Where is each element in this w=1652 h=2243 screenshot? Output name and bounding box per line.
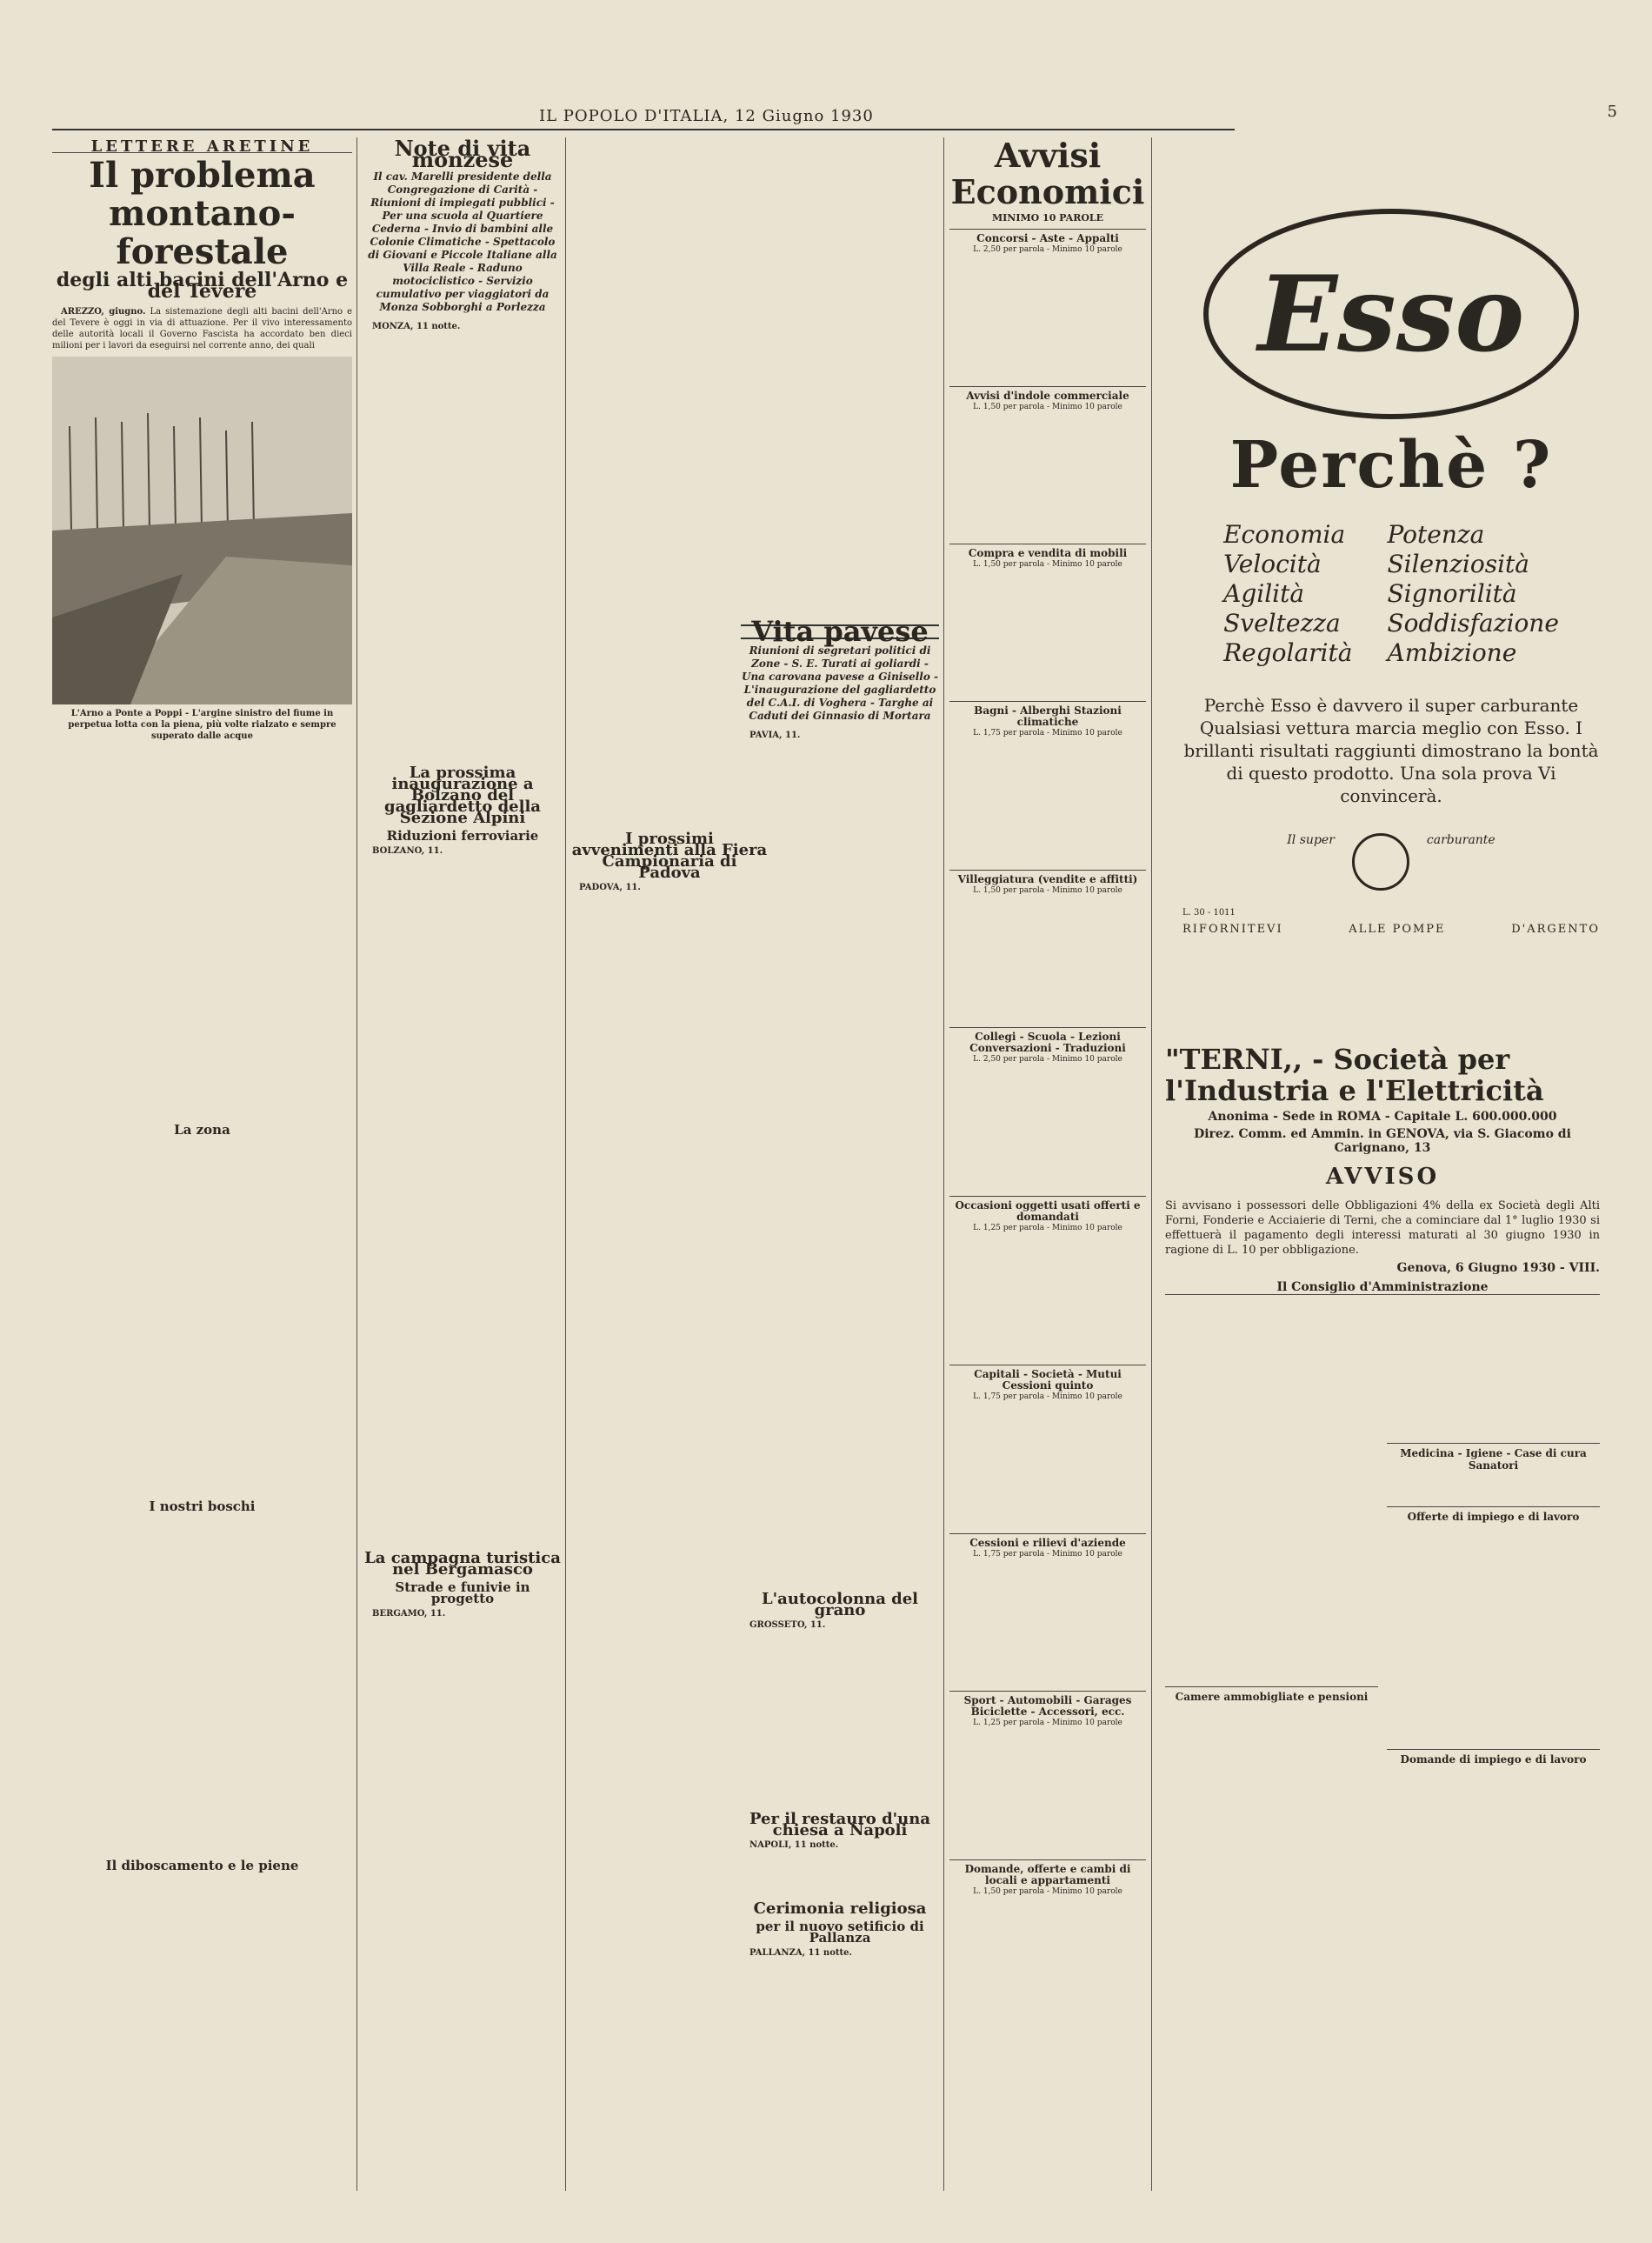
quality: Economia: [1223, 520, 1346, 549]
terni-title: "TERNI,, - Società per l'Industria e l'Elettricità: [1165, 1043, 1544, 1107]
page-number: 5: [1607, 103, 1617, 121]
landscape-illustration: [52, 357, 352, 704]
category-heading: Medicina - Igiene - Case di cura Sanatori: [1387, 1443, 1600, 1472]
quality: Potenza: [1387, 520, 1485, 549]
category-heading: Concorsi - Aste - Appalti: [949, 229, 1146, 244]
section-heading-diboscamento: Il diboscamento e le piene: [105, 1858, 299, 1873]
footer-left: RIFORNITEVI: [1182, 923, 1283, 936]
column-classifieds: [949, 137, 1146, 2191]
qualities-left: [1223, 520, 1352, 668]
dateline-bolzano: BOLZANO, 11.: [372, 846, 443, 856]
article-intro: La sistemazione degli alti bacini dell'Arno e del Tevere è oggi in via di attuazione. Per il vivo interessamento delle autorità locali il Governo Fascista ha accordato ben dieci milioni per i lavori da eseguirsi nel corrente anno, dei quali: [52, 307, 352, 350]
terni-date: Genova, 6 Giugno 1930 - VIII.: [1396, 1261, 1600, 1275]
category-heading: Sport - Automobili - Garages Biciclette - Accessori, ecc.: [949, 1691, 1146, 1718]
headline-pallanza: Cerimonia religiosa: [753, 1899, 927, 1918]
subhead-pallanza: per il nuovo setificio di Pallanza: [756, 1919, 924, 1946]
quality: Ambizione: [1387, 638, 1517, 667]
quality: Soddisfazione: [1387, 609, 1559, 638]
column-divider: [356, 137, 357, 2191]
main-headline: Il problema montano-forestale: [89, 155, 316, 272]
headline-grosseto: L'autocolonna del grano: [761, 1590, 919, 1619]
esso-logo: Esso: [1203, 209, 1579, 419]
column-lettere-aretine: [52, 137, 352, 2191]
category-rate: L. 1,50 per parola - Minimo 10 parole: [973, 560, 1122, 569]
esso-advertisement: [1182, 174, 1600, 1035]
subhead-bergamo: Strade e funivie in progetto: [395, 1579, 530, 1606]
terni-text: Si avvisano i possessori delle Obbligazioni 4% della ex Società degli Alti Forni, Fonderie e Acciaierie di Terni, che a cominciare dal 1° luglio 1930 si effettuerà il pagamento degli interessi maturati al 30 giugno 1930 in ragione di L. 10 per obbligazione.: [1165, 1199, 1600, 1257]
column-divider: [943, 137, 944, 2191]
headline-bolzano: La prossima inaugurazione a Bolzano del gagliardetto della Sezione Alpini: [384, 764, 541, 827]
dateline-padova: PADOVA, 11.: [579, 883, 641, 892]
classified-categories: [949, 229, 1146, 1898]
footer-right: D'ARGENTO: [1511, 923, 1600, 936]
headline-napoli: Per il restauro d'una chiesa a Napoli: [749, 1810, 931, 1839]
column-pavia: [741, 137, 939, 2191]
esso-body-text: Perchè Esso è davvero il super carburante Qualsiasi vettura marcia meglio con Esso. I brillanti risultati raggiunti dimostrano la bontà di questo prodotto. Una sola prova Vi convincerà.: [1183, 695, 1599, 806]
summary-monza: Il cav. Marelli presidente della Congregazione di Carità - Riunioni di impiegati pubblici - Per una scuola al Quartiere Cederna - Invio di bambini alle Colonie Climatiche - Spettacolo di Giovani e Piccole Italiane alla Villa Reale - Raduno motociclistico - Servizio cumulativo per viaggiatori da Monza Sobborghi a Porlezza: [368, 170, 557, 313]
category-rate: L. 1,75 per parola - Minimo 10 parole: [973, 1550, 1122, 1559]
terni-capital: Anonima - Sede in ROMA - Capitale L. 600.000.000: [1208, 1110, 1557, 1124]
category-heading: Domande, offerte e cambi di locali e appartamenti: [949, 1859, 1146, 1886]
column-local-news: [363, 137, 562, 2191]
category-heading: Occasioni oggetti usati offerti e domandati: [949, 1196, 1146, 1223]
category-heading: Compra e vendita di mobili: [949, 544, 1146, 559]
section-kicker: LETTERE ARETINE: [52, 141, 352, 153]
category-rate: L. 1,50 per parola - Minimo 10 parole: [973, 403, 1122, 411]
category-heading: Offerte di impiego e di lavoro: [1387, 1506, 1600, 1523]
classifieds-left: [1165, 1304, 1378, 1766]
terni-classifieds: [1165, 1304, 1600, 1766]
quality: Velocità: [1223, 550, 1322, 578]
category-rate: L. 1,75 per parola - Minimo 10 parole: [973, 729, 1122, 738]
category-heading: Camere ammobigliate e pensioni: [1165, 1686, 1378, 1703]
terni-signature: Il Consiglio d'Amministrazione: [1165, 1280, 1600, 1295]
category-heading: Avvisi d'indole commerciale: [949, 386, 1146, 402]
classifieds-minimum: MINIMO 10 PAROLE: [991, 212, 1104, 224]
quality: Agilità: [1223, 579, 1305, 608]
quality: Silenziosità: [1387, 550, 1529, 578]
dateline-bergamo: BERGAMO, 11.: [372, 1609, 446, 1619]
quality: Signorilità: [1387, 579, 1517, 608]
dateline-pavia: PAVIA, 11.: [749, 731, 801, 740]
classifieds-right: [1387, 1304, 1600, 1766]
esso-footer: [1182, 923, 1600, 936]
category-heading: Domande di impiego e di lavoro: [1387, 1749, 1600, 1766]
category-rate: L. 1,25 per parola - Minimo 10 parole: [973, 1224, 1122, 1232]
esso-slogan: Perchè ?: [1229, 428, 1553, 503]
headline-monza: Note di vita monzese: [394, 137, 531, 172]
category-heading: Villeggiatura (vendite e affitti): [949, 870, 1146, 885]
headline-bergamo: La campagna turistica nel Bergamasco: [364, 1549, 561, 1579]
headline-padova-fiera: I prossimi avvenimenti alla Fiera Campionaria di Padova: [571, 830, 768, 882]
category-rate: L. 1,75 per parola - Minimo 10 parole: [973, 1392, 1122, 1401]
esso-code: L. 30 - 1011: [1182, 908, 1236, 918]
badge-text-left: Il super: [1287, 833, 1335, 847]
badge-text-right: carburante: [1426, 833, 1495, 847]
dateline-grosseto: GROSSETO, 11.: [749, 1620, 826, 1630]
footer-middle: ALLE POMPE: [1349, 923, 1446, 936]
dateline-pallanza: PALLANZA, 11 notte.: [749, 1948, 852, 1958]
category-heading: Cessioni e rilievi d'aziende: [949, 1533, 1146, 1549]
category-heading: Collegi - Scuola - Lezioni Conversazioni - Traduzioni: [949, 1027, 1146, 1054]
dateline: AREZZO, giugno.: [61, 307, 146, 317]
section-heading-boschi: I nostri boschi: [149, 1499, 256, 1514]
pump-icon: [1352, 833, 1409, 891]
terni-address: Direz. Comm. ed Ammin. in GENOVA, via S. Giacomo di Carignano, 13: [1194, 1127, 1571, 1155]
qualities-right: [1387, 520, 1558, 668]
terni-notice: [1165, 1044, 1600, 1766]
category-rate: L. 1,50 per parola - Minimo 10 parole: [973, 1887, 1122, 1896]
quality: Sveltezza: [1223, 609, 1341, 638]
river-photo: [52, 357, 352, 704]
dateline-monza: MONZA, 11 notte.: [372, 322, 461, 331]
esso-badge: [1182, 833, 1600, 891]
category-rate: L. 1,50 per parola - Minimo 10 parole: [973, 886, 1122, 895]
photo-caption: L'Arno a Ponte a Poppi - L'argine sinistro del fiume in perpetua lotta con la piena, più volte rialzato e sempre superato dalle acque: [68, 709, 336, 741]
page-header: [52, 103, 1617, 130]
summary-pavia: Riunioni di segretari politici di Zone - S. E. Turati ai goliardi - Una carovana pavese a Ginisello - L'inaugurazione del gagliardetto del C.A.I. di Voghera - Targhe ai Caduti dei Ginnasio di Mortara: [741, 644, 939, 722]
dateline-napoli: NAPOLI, 11 notte.: [749, 1840, 839, 1850]
esso-qualities: [1182, 520, 1600, 668]
column-divider: [565, 137, 566, 2191]
classifieds-title: Avvisi Economici: [950, 137, 1145, 211]
column-divider: [1151, 137, 1152, 2191]
category-heading: Bagni - Alberghi Stazioni climatiche: [949, 701, 1146, 728]
headline-vita-pavese: Vita pavese: [741, 624, 939, 639]
quality: Regolarità: [1223, 638, 1353, 667]
terni-avviso: AVVISO: [1325, 1164, 1440, 1190]
category-rate: L. 2,50 per parola - Minimo 10 parole: [973, 1055, 1122, 1064]
category-heading: Capitali - Società - Mutui Cessioni quinto: [949, 1365, 1146, 1392]
main-subheadline: degli alti bacini dell'Arno e del Tevere: [56, 269, 349, 303]
section-heading-zona: La zona: [174, 1122, 230, 1138]
category-rate: L. 2,50 per parola - Minimo 10 parole: [973, 245, 1122, 254]
column-regional-news: [570, 137, 769, 2191]
subhead-bolzano: Riduzioni ferroviarie: [386, 828, 539, 844]
category-rate: L. 1,25 per parola - Minimo 10 parole: [973, 1719, 1122, 1727]
newspaper-masthead: IL POPOLO D'ITALIA, 12 Giugno 1930: [539, 106, 874, 125]
